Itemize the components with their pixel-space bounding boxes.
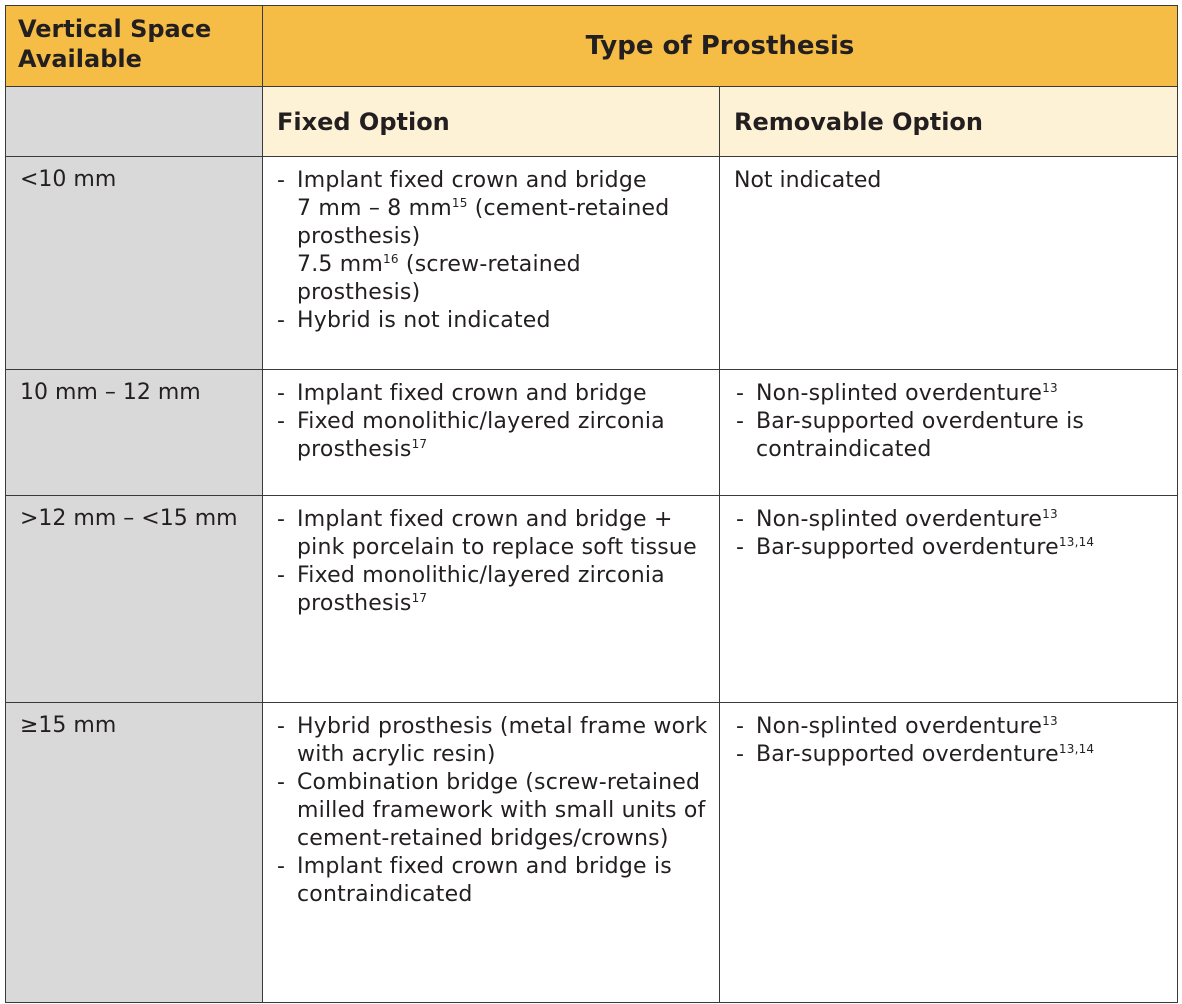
list-item-text: Non-splinted overdenture xyxy=(756,714,1043,739)
list-item xyxy=(734,408,1169,464)
vertical-space-header-label: Vertical Space Available xyxy=(18,15,212,73)
list-item xyxy=(275,251,711,307)
vertical-space-header xyxy=(6,6,263,87)
list-item xyxy=(734,713,1169,741)
vertical-space-cell xyxy=(6,370,263,496)
table-row xyxy=(6,157,1178,370)
subheader-blank-cell xyxy=(6,87,263,157)
vertical-space-cell xyxy=(6,157,263,370)
list-item xyxy=(734,534,1169,562)
list-item-text-continued: (screw-retained prosthesis) xyxy=(297,252,581,305)
removable-option-list xyxy=(734,713,1169,769)
list-item-text: 7 mm – 8 mm xyxy=(297,196,452,221)
list-item-text-continued: (cement-retained prosthesis) xyxy=(297,196,670,249)
list-item-text: Bar-supported overdenture is contraindicated xyxy=(756,409,1085,462)
table-row xyxy=(6,703,1178,1003)
list-item xyxy=(734,380,1169,408)
list-item xyxy=(275,853,711,909)
list-item-text: Hybrid is not indicated xyxy=(297,308,551,333)
header-row xyxy=(6,6,1178,87)
list-item xyxy=(734,741,1169,769)
fixed-option-cell xyxy=(263,496,720,703)
fixed-option-list xyxy=(275,167,711,335)
table-row xyxy=(6,496,1178,703)
type-of-prosthesis-header xyxy=(263,6,1178,87)
fixed-option-list xyxy=(275,506,711,618)
list-item xyxy=(275,713,711,769)
list-item-text: Implant fixed crown and bridge xyxy=(297,381,647,406)
vertical-space-value: ≥15 mm xyxy=(20,713,117,738)
removable-option-text: Not indicated xyxy=(734,168,882,193)
list-item xyxy=(275,167,711,195)
list-item xyxy=(275,307,711,335)
removable-option-list xyxy=(734,380,1169,464)
list-item-text: Bar-supported overdenture xyxy=(756,535,1059,560)
fixed-option-header xyxy=(263,87,720,157)
list-item-text: Implant fixed crown and bridge is contraindicated xyxy=(297,854,672,907)
fixed-option-cell xyxy=(263,703,720,1003)
list-item-text: Implant fixed crown and bridge + pink porcelain to replace soft tissue xyxy=(297,507,697,560)
reference-superscript: 13,14 xyxy=(1058,742,1095,756)
fixed-option-list xyxy=(275,713,711,909)
fixed-option-list xyxy=(275,380,711,464)
reference-superscript: 13 xyxy=(1042,714,1058,728)
reference-superscript: 13 xyxy=(1042,507,1058,521)
removable-option-label: Removable Option xyxy=(734,107,983,136)
list-item-text: Non-splinted overdenture xyxy=(756,507,1043,532)
fixed-option-cell xyxy=(263,157,720,370)
list-item-text: Combination bridge (screw-retained milled framework with small units of cement-retained bridges/crowns) xyxy=(297,770,706,851)
list-item xyxy=(275,562,711,618)
reference-superscript: 13 xyxy=(1042,381,1058,395)
vertical-space-cell xyxy=(6,703,263,1003)
list-item xyxy=(275,506,711,562)
list-item xyxy=(275,380,711,408)
fixed-option-cell xyxy=(263,370,720,496)
vertical-space-cell xyxy=(6,496,263,703)
fixed-option-label: Fixed Option xyxy=(277,107,450,136)
removable-option-cell xyxy=(720,703,1178,1003)
list-item xyxy=(275,195,711,251)
removable-option-cell xyxy=(720,157,1178,370)
list-item-text: Fixed monolithic/layered zirconia prosthesis xyxy=(297,409,665,462)
subheader-row xyxy=(6,87,1178,157)
reference-superscript: 13,14 xyxy=(1058,535,1095,549)
reference-superscript: 17 xyxy=(411,591,428,605)
removable-option-cell xyxy=(720,496,1178,703)
removable-option-list xyxy=(734,506,1169,562)
list-item-text: Non-splinted overdenture xyxy=(756,381,1043,406)
list-item-text: Bar-supported overdenture xyxy=(756,742,1059,767)
reference-superscript: 15 xyxy=(451,196,468,210)
list-item-text: 7.5 mm xyxy=(297,252,384,277)
type-of-prosthesis-label: Type of Prosthesis xyxy=(585,31,855,61)
list-item xyxy=(275,408,711,464)
list-item-text: Hybrid prosthesis (metal frame work with acrylic resin) xyxy=(297,714,708,767)
reference-superscript: 17 xyxy=(411,437,428,451)
vertical-space-value: >12 mm – <15 mm xyxy=(20,506,238,531)
removable-option-cell xyxy=(720,370,1178,496)
list-item xyxy=(275,769,711,853)
list-item-text: Fixed monolithic/layered zirconia prosthesis xyxy=(297,563,665,616)
vertical-space-value: <10 mm xyxy=(20,167,117,192)
prosthesis-table xyxy=(5,5,1178,1003)
table-row xyxy=(6,370,1178,496)
vertical-space-value: 10 mm – 12 mm xyxy=(20,380,201,405)
reference-superscript: 16 xyxy=(383,252,399,266)
list-item-text: Implant fixed crown and bridge xyxy=(297,168,647,193)
removable-option-header xyxy=(720,87,1178,157)
list-item xyxy=(734,506,1169,534)
